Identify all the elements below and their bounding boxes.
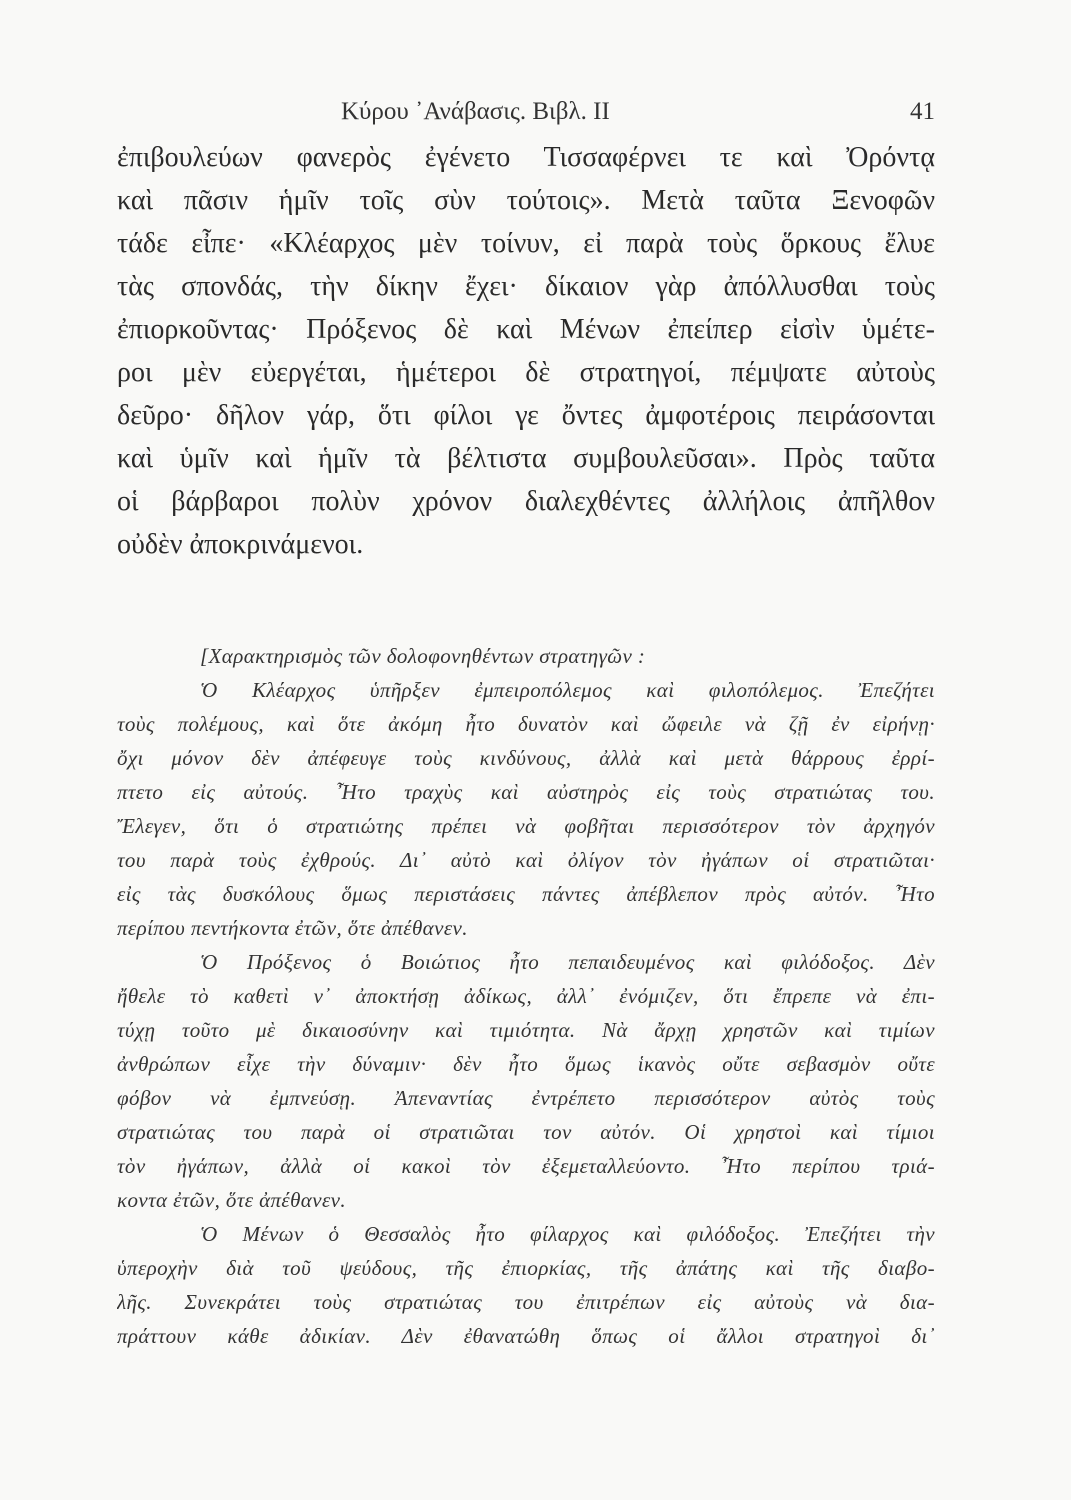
page-number: 41	[910, 98, 935, 125]
note-line: λῆς. Συνεκράτει τοὺς στρατιώτας του ἐπιτρέπων εἰς αὐτοὺς νὰ δια-	[117, 1290, 935, 1314]
note-line: Ἔλεγεν, ὅτι ὁ στρατιώτης πρέπει νὰ φοβῆται περισσότερον τὸν ἀρχηγόν	[117, 814, 935, 838]
text-line: οὐδὲν ἀποκρινάμενοι.	[117, 529, 364, 560]
text-line: ἐπιορκοῦντας· Πρόξενος δὲ καὶ Μένων ἐπείπερ εἰσὶν ὑμέτε-	[117, 314, 935, 345]
note-line: πτετο εἰς αὐτούς. Ἦτο τραχὺς καὶ αὐστηρὸς εἰς τοὺς στρατιώτας του.	[117, 780, 935, 804]
text-line: τὰς σπονδάς, τὴν δίκην ἔχει· δίκαιον γὰρ ἀπόλλυσθαι τοὺς	[117, 271, 935, 302]
text-line: οἱ βάρβαροι πολὺν χρόνον διαλεχθέντες ἀλλήλοις ἀπῆλθον	[117, 486, 935, 517]
text-line: δεῦρο· δῆλον γάρ, ὅτι φίλοι γε ὄντες ἀμφοτέροις πειράσονται	[117, 400, 935, 431]
note-line: περίπου πεντήκοντα ἐτῶν, ὅτε ἀπέθανεν.	[117, 916, 468, 940]
note-line: του παρὰ τοὺς ἐχθρούς. Δι᾽ αὐτὸ καὶ ὀλίγον τὸν ἠγάπων οἱ στρατιῶται·	[117, 848, 935, 872]
note-line: ὄχι μόνον δὲν ἀπέφευγε τοὺς κινδύνους, ἀλλὰ καὶ μετὰ θάρρους ἐρρί-	[117, 746, 935, 770]
text-line: τάδε εἶπε· «Κλέαρχος μὲν τοίνυν, εἰ παρὰ τοὺς ὅρκους ἔλυε	[117, 228, 935, 259]
note-line: πράττουν κάθε ἀδικίαν. Δὲν ἐθανατώθη ὅπως οἱ ἄλλοι στρατηγοὶ δι᾽	[117, 1324, 935, 1348]
note-line: φόβον νὰ ἐμπνεύσῃ. Ἀπεναντίας ἐντρέπετο περισσότερον αὐτὸς τοὺς	[117, 1086, 935, 1110]
note-line: ὑπεροχὴν διὰ τοῦ ψεύδους, τῆς ἐπιορκίας, τῆς ἀπάτης καὶ τῆς διαβο-	[117, 1256, 935, 1280]
note-line: Ὁ Μένων ὁ Θεσσαλὸς ἦτο φίλαρχος καὶ φιλόδοξος. Ἐπεζήτει τὴν	[200, 1222, 935, 1246]
commentary-note	[117, 639, 935, 1353]
text-line: ροι μὲν εὐεργέται, ἡμέτεροι δὲ στρατηγοί, πέμψατε αὐτοὺς	[117, 357, 935, 388]
note-line: Ὁ Πρόξενος ὁ Βοιώτιος ἦτο πεπαιδευμένος καὶ φιλόδοξος. Δὲν	[200, 950, 935, 974]
text-line: καὶ πᾶσιν ἡμῖν τοῖς σὺν τούτοις». Μετὰ ταῦτα Ξενοφῶν	[117, 185, 935, 216]
note-heading: [Χαρακτηρισμὸς τῶν δολοφονηθέντων στρατηγῶν :	[200, 644, 646, 668]
note-line: στρατιώτας του παρὰ οἱ στρατιῶται τον αὐτόν. Οἱ χρηστοὶ καὶ τίμιοι	[117, 1120, 935, 1144]
note-line: εἰς τὰς δυσκόλους ὅμως περιστάσεις πάντες ἀπέβλεπον πρὸς αὐτόν. Ἦτο	[117, 882, 935, 906]
note-line: κοντα ἐτῶν, ὅτε ἀπέθανεν.	[117, 1188, 346, 1212]
note-line: Ὁ Κλέαρχος ὑπῆρξεν ἐμπειροπόλεμος καὶ φιλοπόλεμος. Ἐπεζήτει	[200, 678, 935, 702]
note-line: ἤθελε τὸ καθετὶ ν᾽ ἀποκτήσῃ ἀδίκως, ἀλλ᾽ ἐνόμιζεν, ὅτι ἔπρεπε νὰ ἐπι-	[117, 984, 935, 1008]
text-line: καὶ ὑμῖν καὶ ἡμῖν τὰ βέλτιστα συμβουλεῦσαι». Πρὸς ταῦτα	[117, 443, 935, 474]
running-title: Κύρου ᾽Ανάβασις. Βιβλ. II	[341, 98, 610, 125]
text-line: ἐπιβουλεύων φανερὸς ἐγένετο Τισσαφέρνει τε καὶ Ὀρόντᾳ	[117, 142, 935, 173]
note-line: τοὺς πολέμους, καὶ ὅτε ἀκόμη ἦτο δυνατὸν καὶ ὤφειλε νὰ ζῇ ἐν εἰρήνῃ·	[117, 712, 935, 736]
note-line: τὸν ἠγάπων, ἀλλὰ οἱ κακοὶ τὸν ἐξεμεταλλεύοντο. Ἦτο περίπου τριά-	[117, 1154, 935, 1178]
main-greek-text	[117, 136, 935, 566]
note-line: ἀνθρώπων εἶχε τὴν δύναμιν· δὲν ἦτο ὅμως ἱκανὸς οὔτε σεβασμὸν οὔτε	[117, 1052, 935, 1076]
note-line: τύχῃ τοῦτο μὲ δικαιοσύνην καὶ τιμιότητα. Νὰ ἄρχῃ χρηστῶν καὶ τιμίων	[117, 1018, 935, 1042]
